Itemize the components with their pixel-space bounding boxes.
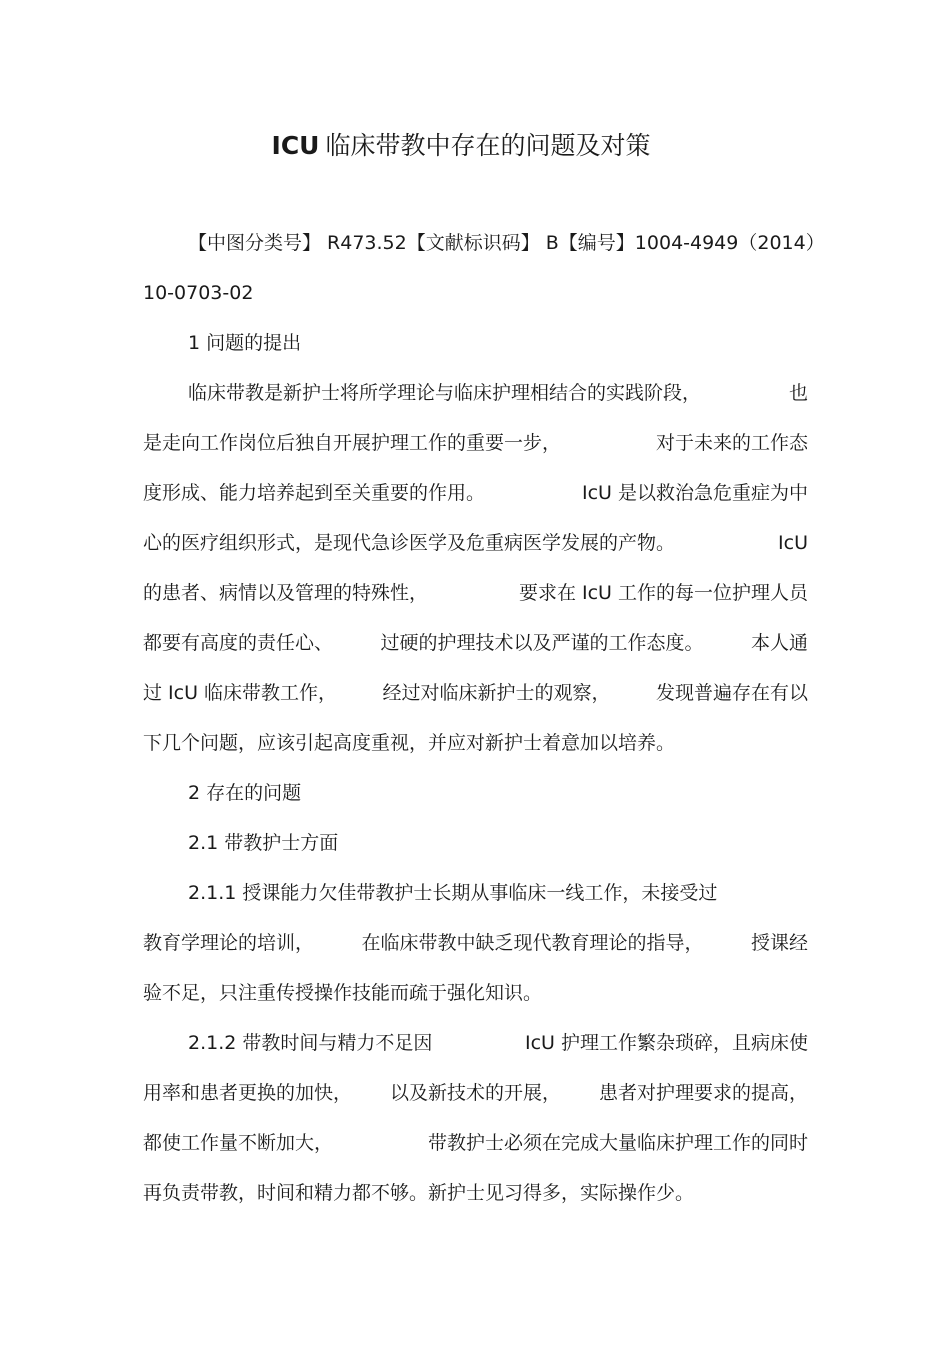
text-line [143,778,808,828]
text-segment: 验不足，只注重传授操作技能而疏于强化知识。 [143,982,543,1004]
title-acronym: ICU [271,131,320,160]
text-segment: 以及新技术的开展， [389,1082,561,1104]
text-segment: 都使工作量不断加大， [143,1132,334,1154]
text-line [143,1078,808,1128]
text-segment: 过 IcU 临床带教工作， [143,682,338,704]
text-segment: 教育学理论的培训， [143,932,315,954]
text-line [143,878,808,928]
text-line [143,978,808,1028]
text-segment: 2.1.1 授课能力欠佳带教护士长期从事临床一线工作，未接受过 [188,882,718,904]
text-line [143,428,808,478]
text-segment: 2 存在的问题 [188,782,302,804]
text-segment: 过硬的护理技术以及严谨的工作态度。 [380,632,704,654]
text-segment: 要求在 IcU 工作的每一位护理人员 [518,582,808,604]
text-line [143,1178,808,1228]
text-segment: 心的医疗组织形式，是现代急诊医学及危重病医学发展的产物。 [143,532,676,554]
text-segment: 发现普遍存在有以 [655,682,808,704]
text-segment: 患者对护理要求的提高， [598,1082,808,1104]
text-segment: 再负责带教，时间和精力都不够。新护士见习得多，实际操作少。 [143,1182,695,1204]
text-line [143,628,808,678]
document-body [143,228,825,1228]
text-segment: IcU 护理工作繁杂琐碎，且病床使 [525,1032,808,1054]
text-segment: 度形成、能力培养起到至关重要的作用。 [143,482,486,504]
text-line [143,928,808,978]
text-segment: 是走向工作岗位后独自开展护理工作的重要一步， [143,432,562,454]
text-segment: 的患者、病情以及管理的特殊性， [143,582,429,604]
text-line [143,228,825,278]
text-segment: 用率和患者更换的加快， [143,1082,353,1104]
text-segment: 带教护士必须在完成大量临床护理工作的同时 [427,1132,808,1154]
text-segment: 下几个问题，应该引起高度重视，并应对新护士着意加以培养。 [143,732,676,754]
text-segment: 临床带教是新护士将所学理论与临床护理相结合的实践阶段， [188,382,702,404]
text-segment: IcU 是以救治急危重症为中 [582,482,808,504]
text-line [143,678,808,728]
text-line [143,728,808,778]
text-segment: 经过对临床新护士的观察， [382,682,611,704]
text-segment: 都要有高度的责任心、 [143,632,334,654]
text-line [143,478,808,528]
text-segment: 10-0703-02 [143,282,254,304]
text-segment: 1 问题的提出 [188,332,302,354]
text-segment: IcU [778,532,808,554]
text-segment: 授课经 [750,932,808,954]
text-line [143,278,808,328]
text-line [143,328,808,378]
text-segment: 在临床带教中缺乏现代教育理论的指导， [361,932,704,954]
text-line [143,578,808,628]
text-segment: 对于未来的工作态 [655,432,808,454]
text-line [143,828,808,878]
title-text: 临床带教中存在的问题及对策 [325,131,651,160]
text-segment: 2.1.2 带教时间与精力不足因 [188,1032,433,1054]
document-title [0,128,922,164]
text-segment: 2.1 带教护士方面 [188,832,339,854]
text-segment: 【中图分类号】 R473.52【文献标识码】 B【编号】1004-4949（2014） [188,232,825,254]
text-line [143,1128,808,1178]
text-line [143,1028,808,1078]
text-segment: 本人通 [750,632,808,654]
text-line [143,528,808,578]
text-segment: 也 [788,382,808,404]
text-line [143,378,808,428]
